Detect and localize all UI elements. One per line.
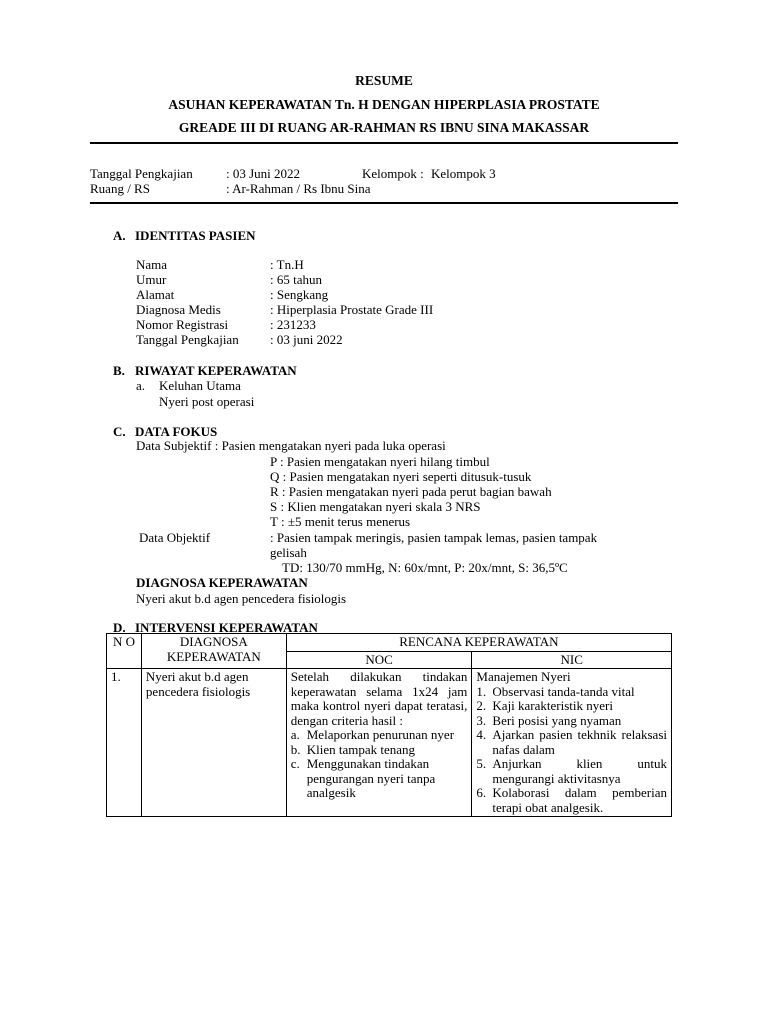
meta-kelompok-label: Kelompok : (362, 166, 424, 181)
row-diagnosa-text: Nyeri akut b.d agen pencedera fisiologis (145, 669, 251, 699)
nic-marker: 1. (476, 683, 487, 699)
header-rencana-label: RENCANA KEPERAWATAN (399, 634, 559, 649)
noc-list (291, 728, 468, 801)
identity-value: : Tn.H (270, 257, 304, 272)
noc-item (291, 757, 468, 801)
pqrst-item: P : Pasien mengatakan nyeri hilang timbul (270, 454, 490, 469)
section-a-title: IDENTITAS PASIEN (135, 228, 256, 243)
nic-text: Kaji karakteristik nyeri (492, 698, 613, 713)
header-rencana (286, 634, 671, 652)
header-divider (90, 142, 678, 144)
keluhan-label: Keluhan Utama (159, 378, 241, 393)
doc-subtitle-1: ASUHAN KEPERAWATAN Tn. H DENGAN HIPERPLASIA PROSTATE (168, 97, 600, 112)
noc-text: Menggunakan tindakan pengurangan nyeri tanpa analgesik (306, 756, 436, 800)
header-noc-label: NOC (365, 651, 393, 667)
header-diagnosa (141, 634, 286, 669)
noc-text: Melaporkan penurunan nyer (306, 727, 455, 742)
diagnosa-text: Nyeri akut b.d agen pencedera fisiologis (136, 591, 347, 606)
meta-divider (90, 202, 678, 204)
nic-item (476, 714, 667, 729)
header-diagnosa-label: DIAGNOSA KEPERAWATAN (166, 634, 261, 664)
meta-tanggal-value: : 03 Juni 2022 (226, 166, 301, 181)
section-b-heading (113, 363, 297, 378)
nic-item (476, 699, 667, 714)
section-b-title: RIWAYAT KEPERAWATAN (135, 363, 297, 378)
intervention-table (106, 633, 672, 817)
row-number: 1. (111, 669, 121, 684)
pqrst-item: T : ±5 menit terus menerus (270, 514, 411, 529)
data-objektif-label: Data Objektif (139, 530, 211, 545)
cell-no (107, 669, 142, 817)
table-header-row (107, 634, 672, 652)
doc-subtitle-2: GREADE III DI RUANG AR-RAHMAN RS IBNU SINA MAKASSAR (178, 120, 590, 135)
nic-text: Beri posisi yang nyaman (492, 712, 622, 728)
nic-item (476, 757, 667, 786)
nic-intro: Manajemen Nyeri (476, 669, 571, 684)
identity-label: Umur (136, 272, 167, 287)
nic-text: Kolaborasi dalam pemberian terapi obat analgesik. (492, 785, 667, 815)
table-row (107, 669, 672, 817)
nic-list (476, 685, 667, 816)
nic-text: Observasi tanda-tanda vital (492, 683, 635, 699)
pqrst-item: Q : Pasien mengatakan nyeri seperti ditusuk-tusuk (270, 469, 532, 484)
data-objektif-text-cont: gelisah (270, 545, 307, 560)
meta-ruang-value: : Ar-Rahman / Rs Ibnu Sina (226, 181, 371, 196)
nic-item (476, 685, 667, 700)
nic-marker: 5. (476, 756, 487, 771)
noc-marker: b. (290, 741, 301, 757)
header-no (107, 634, 142, 669)
section-a-heading (113, 228, 256, 243)
pqrst-item: R : Pasien mengatakan nyeri pada perut bagian bawah (270, 484, 552, 499)
pqrst-item: S : Klien mengatakan nyeri skala 3 NRS (270, 499, 481, 514)
header-nic-label: NIC (560, 651, 583, 667)
nic-marker: 2. (476, 698, 487, 713)
noc-text: Klien tampak tenang (306, 741, 416, 757)
noc-marker: a. (290, 727, 300, 742)
keluhan-marker: a. (136, 378, 146, 393)
identity-label: Diagnosa Medis (136, 302, 221, 317)
keluhan-value: Nyeri post operasi (159, 394, 255, 409)
identity-label: Nomor Registrasi (136, 317, 229, 332)
section-c-heading (113, 424, 217, 439)
cell-nic (472, 669, 672, 817)
identity-value: : 65 tahun (270, 272, 322, 287)
meta-tanggal-label: Tanggal Pengkajian (90, 166, 193, 181)
cell-noc (286, 669, 472, 817)
cell-diagnosa (141, 669, 286, 817)
meta-kelompok-value: Kelompok 3 (431, 166, 496, 181)
data-subjektif: Data Subjektif : Pasien mengatakan nyeri pada luka operasi (136, 438, 446, 453)
section-d-title: INTERVENSI KEPERAWATAN (135, 620, 318, 635)
diagnosa-heading: DIAGNOSA KEPERAWATAN (136, 575, 308, 590)
section-c-title: DATA FOKUS (135, 424, 218, 439)
header-noc (286, 651, 472, 669)
identity-value: : 231233 (270, 317, 316, 332)
doc-title: RESUME (355, 73, 413, 88)
nic-item (476, 786, 667, 815)
section-b-number: B. (113, 363, 125, 378)
header-nic (472, 651, 672, 669)
meta-ruang-label: Ruang / RS (90, 181, 150, 196)
identity-label: Alamat (136, 287, 175, 302)
identity-value: : 03 juni 2022 (270, 332, 343, 347)
section-c-number: C. (113, 424, 126, 439)
data-objektif-text: : Pasien tampak meringis, pasien tampak lemas, pasien tampak (270, 530, 598, 545)
identity-label: Nama (136, 257, 168, 272)
section-d-number: D. (113, 620, 126, 635)
nic-text: Anjurkan klien untuk mengurangi aktivitasnya (492, 756, 667, 786)
noc-item (291, 728, 468, 743)
identity-value: : Hiperplasia Prostate Grade III (270, 302, 434, 317)
nic-item (476, 728, 667, 757)
noc-item (291, 743, 468, 758)
noc-intro: Setelah dilakukan tindakan keperawatan selama 1x24 jam maka kontrol nyeri dapat teratasi, dengan criteria hasil : (290, 669, 468, 728)
vital-signs: TD: 130/70 mmHg, N: 60x/mnt, P: 20x/mnt, S: 36,5ºC (282, 560, 568, 575)
section-a-number: A. (113, 228, 126, 243)
nic-marker: 4. (476, 727, 487, 742)
header-no-label: N O (112, 634, 135, 649)
nic-text: Ajarkan pasien tekhnik relaksasi nafas dalam (492, 727, 667, 757)
noc-marker: c. (290, 756, 300, 771)
identity-value: : Sengkang (270, 287, 329, 302)
nic-marker: 6. (476, 785, 487, 800)
identity-label: Tanggal Pengkajian (136, 332, 239, 347)
nic-marker: 3. (476, 712, 487, 728)
